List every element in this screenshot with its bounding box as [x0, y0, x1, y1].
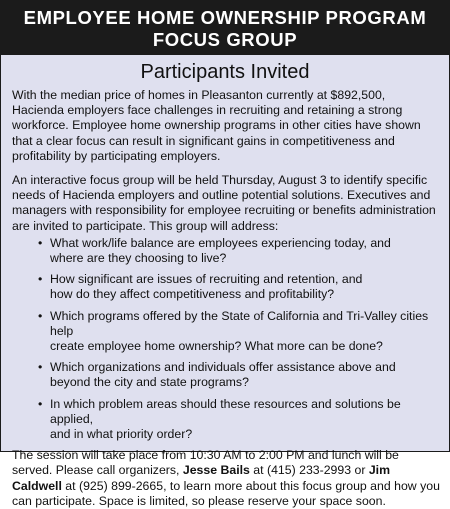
bullet-icon: • [38, 308, 43, 323]
list-item [38, 236, 440, 266]
closing-text: at (415) 233-2993 or [249, 463, 369, 478]
list-item-line: where are they choosing to live? [50, 251, 227, 266]
details-paragraph: An interactive focus group will be held Thursday, August 3 to identify specific needs of Hacienda employers and outline potential solutions. Executives and managers with responsibility for employee recruiting or benefits administration are invited to participate. This group will address: [12, 173, 436, 233]
list-item [38, 309, 440, 355]
bullet-icon: • [38, 235, 43, 250]
organizer-name: Jesse Bails [182, 463, 250, 478]
bullet-icon: • [38, 272, 43, 287]
list-item-line: How significant are issues of recruiting and retention, and [50, 272, 363, 287]
list-item-line: and in what priority order? [50, 427, 193, 442]
banner-title-line-1: EMPLOYEE HOME OWNERSHIP PROGRAM [23, 7, 427, 28]
list-item-line: how do they affect competitiveness and profitability? [50, 287, 335, 302]
topics-list [12, 236, 440, 442]
list-item [38, 360, 440, 390]
organizer-name: Jim Caldwell [12, 463, 391, 493]
closing-text: at (925) 899-2665, to learn more about this focus group and how you can participate. Space is limited, so please reserve your space soon. [12, 478, 440, 508]
list-item-line: What work/life balance are employees experiencing today, and [50, 235, 391, 250]
closing-paragraph [12, 448, 440, 509]
list-item-line: beyond the city and state programs? [50, 375, 249, 390]
subtitle: Participants Invited [140, 61, 310, 83]
list-item-line: create employee home ownership? What more can be done? [50, 339, 383, 354]
list-item-line: Which organizations and individuals offer assistance above and [50, 360, 396, 375]
list-item-line: In which problem areas should these resources and solutions be applied, [50, 396, 401, 426]
bullet-icon: • [38, 396, 43, 411]
list-item [38, 397, 440, 443]
bullet-icon: • [38, 360, 43, 375]
list-item-line: Which programs offered by the State of California and Tri-Valley cities help [50, 308, 429, 338]
list-item [38, 272, 440, 302]
flyer-body [1, 88, 449, 509]
banner-title-line-2: FOCUS GROUP [152, 29, 298, 50]
title-banner [1, 1, 449, 55]
closing-text: The session will take place from 10:30 AM to 2:00 PM and lunch will be served. Please call organizers, [12, 448, 399, 478]
intro-paragraph: With the median price of homes in Pleasanton currently at $892,500, Hacienda employers face challenges in recruiting and retaining a strong workforce. Employee home ownership programs in other cities have shown that a clear focus can result in significant gains in competitiveness and profitability by participating employers. [12, 88, 421, 163]
